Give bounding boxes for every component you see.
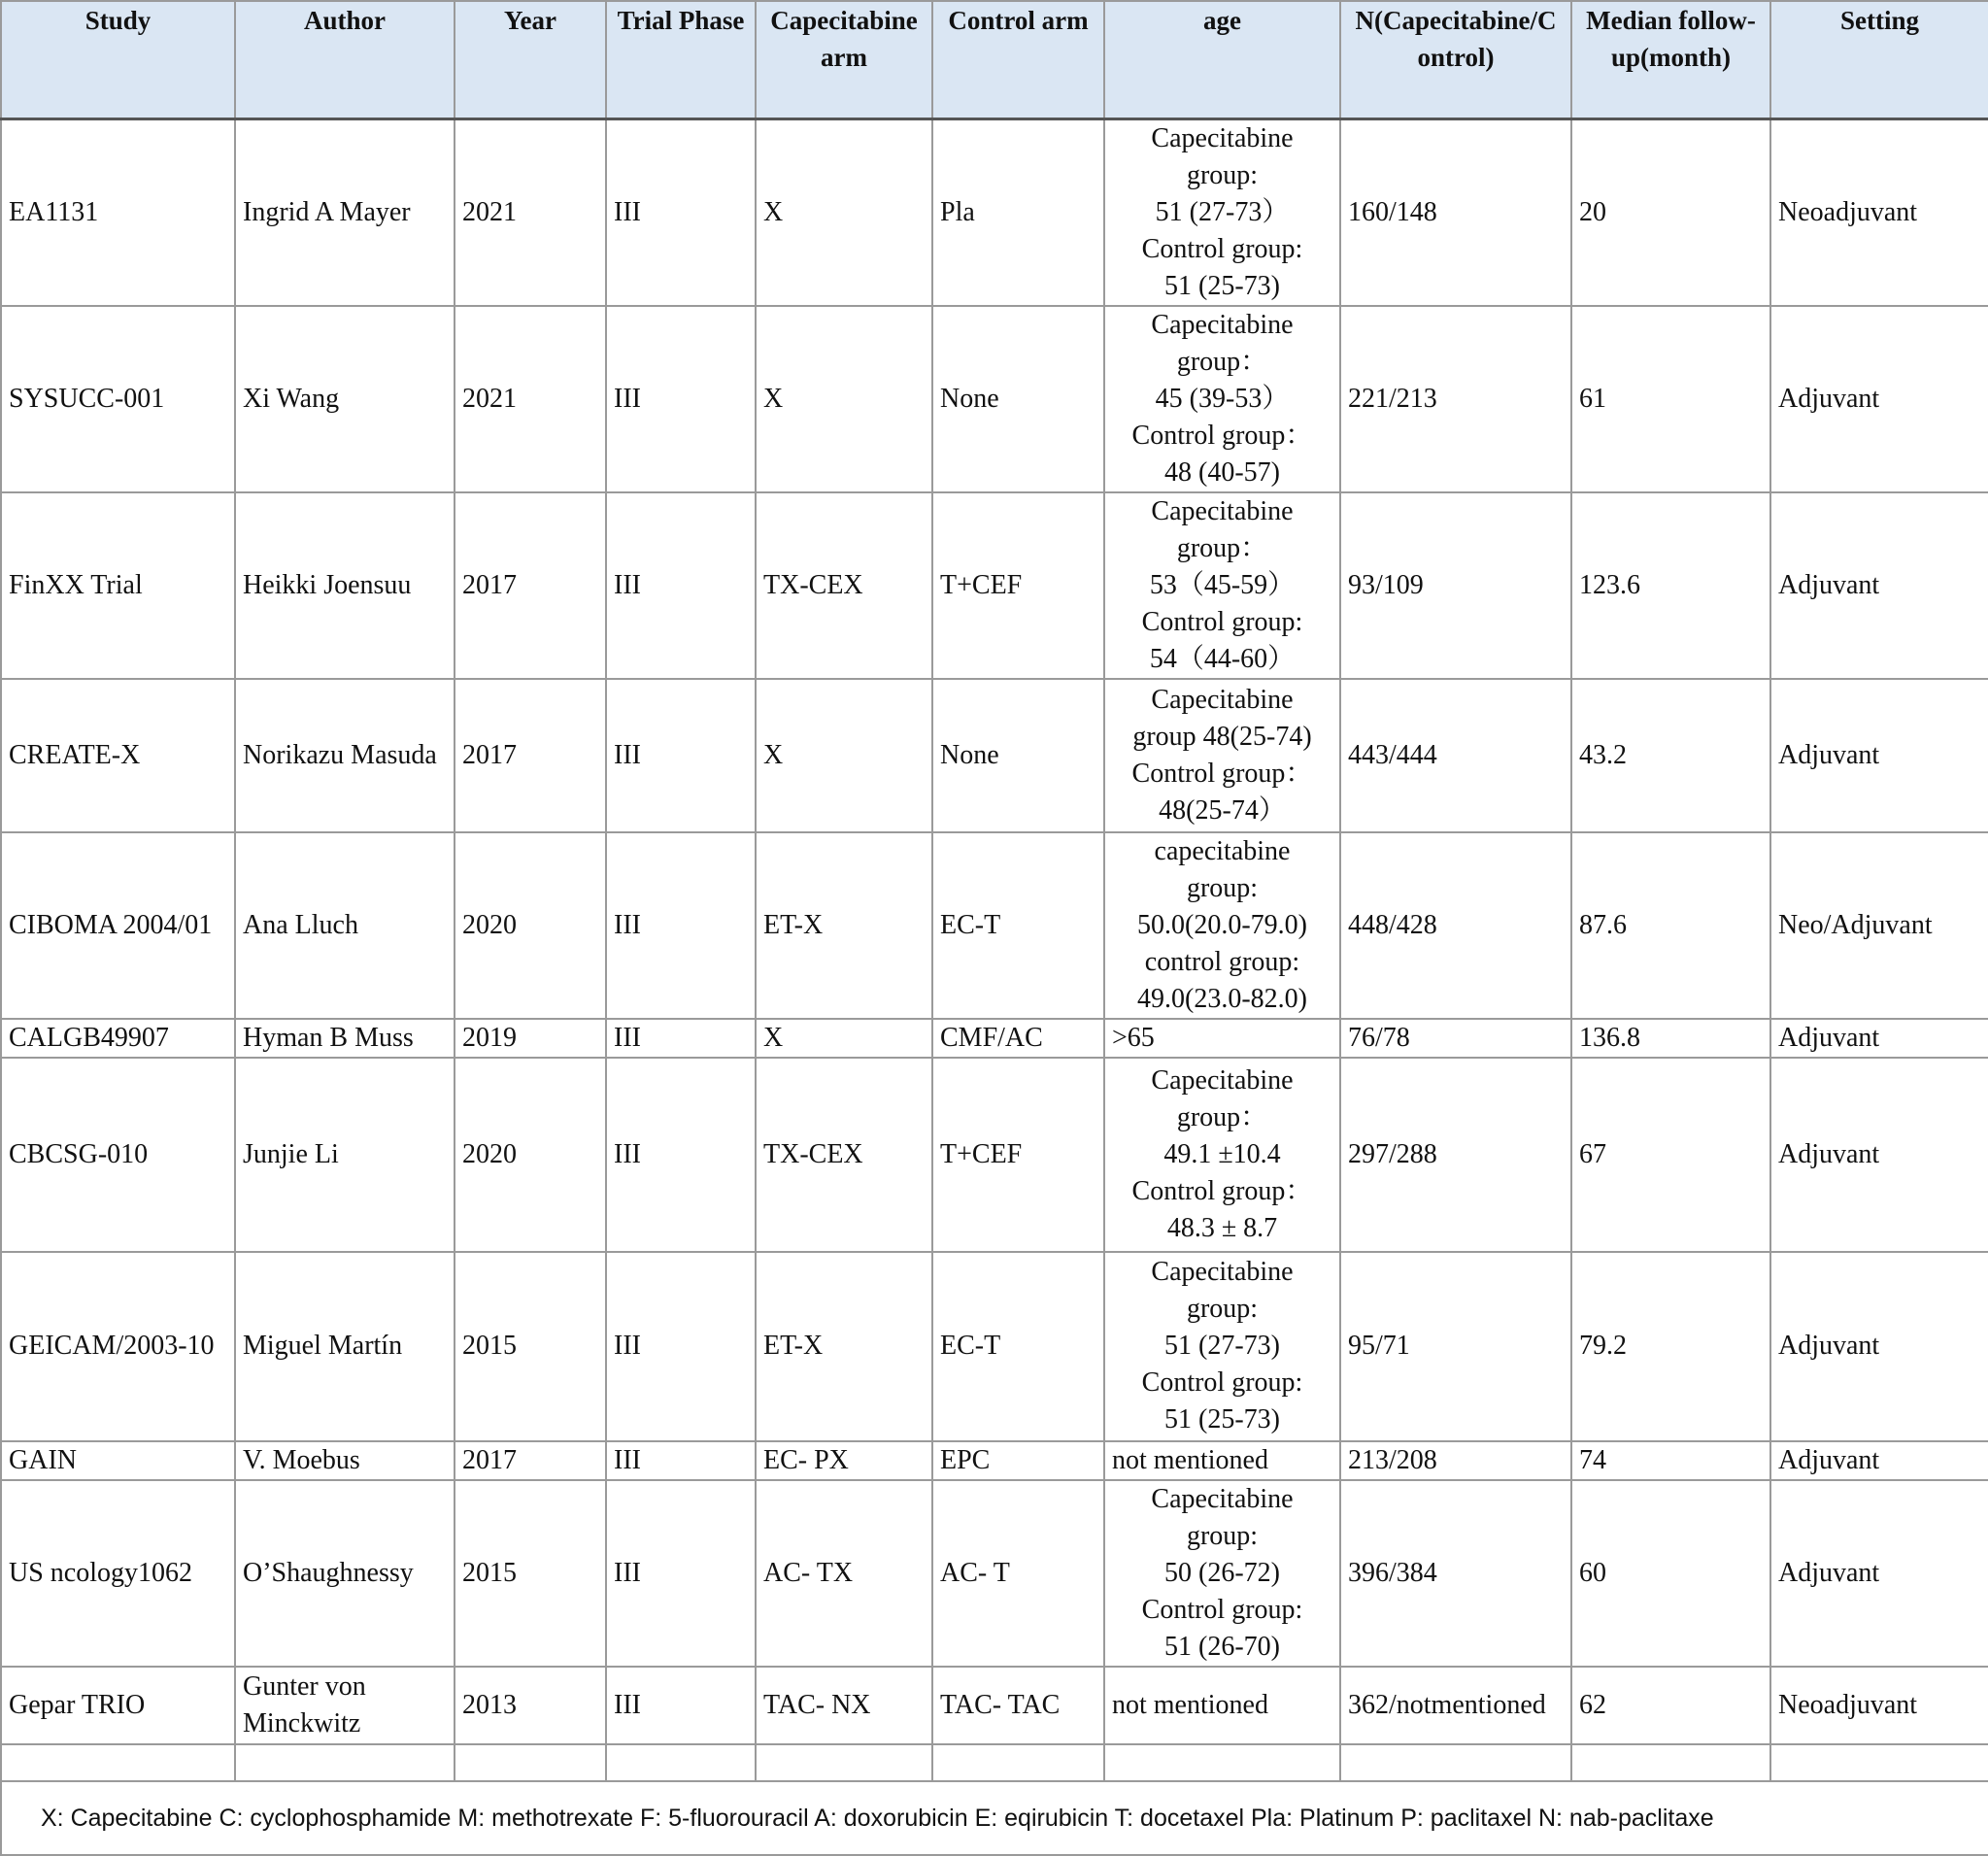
- cell-n: 93/109: [1340, 492, 1571, 679]
- table-row: [1, 679, 1988, 832]
- cell-n: 443/444: [1340, 679, 1571, 832]
- cell-author: Xi Wang: [235, 306, 455, 492]
- age-line: Control group：: [1131, 420, 1313, 451]
- cell-author: Hyman B Muss: [235, 1019, 455, 1058]
- age-line: 53（45-59）: [1149, 569, 1296, 600]
- age-line: not mentioned: [1112, 1689, 1268, 1720]
- age-line: 45 (39-53）: [1155, 383, 1290, 414]
- cell-capecitabine-arm: TAC- NX: [756, 1667, 932, 1744]
- cell-capecitabine-arm: ET-X: [756, 1252, 932, 1441]
- blank-cell: [455, 1744, 606, 1781]
- blank-cell: [1571, 1744, 1770, 1781]
- age-line: Capecitabine: [1151, 309, 1294, 340]
- cell-study: CBCSG-010: [1, 1058, 235, 1252]
- age-line: Capecitabine: [1151, 684, 1294, 715]
- table-row: [1, 1058, 1988, 1252]
- cell-control-arm: T+CEF: [932, 492, 1104, 679]
- cell-trial-phase: III: [606, 679, 756, 832]
- cell-n: 297/288: [1340, 1058, 1571, 1252]
- cell-year: 2021: [455, 306, 606, 492]
- blank-cell: [932, 1744, 1104, 1781]
- cell-setting: Neoadjuvant: [1770, 118, 1988, 306]
- header-trial-phase: Trial Phase: [606, 1, 756, 118]
- cell-n: 448/428: [1340, 832, 1571, 1019]
- blank-cell: [1104, 1744, 1340, 1781]
- cell-trial-phase: III: [606, 1058, 756, 1252]
- cell-study: CALGB49907: [1, 1019, 235, 1058]
- header-row: [1, 1, 1988, 118]
- cell-capecitabine-arm: ET-X: [756, 832, 932, 1019]
- cell-trial-phase: III: [606, 1667, 756, 1744]
- header-median-followup: Median follow-up(month): [1571, 1, 1770, 118]
- cell-study: Gepar TRIO: [1, 1667, 235, 1744]
- cell-n: 213/208: [1340, 1441, 1571, 1480]
- cell-setting: Neoadjuvant: [1770, 1667, 1988, 1744]
- cell-n: 95/71: [1340, 1252, 1571, 1441]
- cell-author: O’Shaughnessy: [235, 1480, 455, 1667]
- cell-age: [1104, 1441, 1340, 1480]
- cell-setting: Adjuvant: [1770, 1252, 1988, 1441]
- cell-setting: Adjuvant: [1770, 1441, 1988, 1480]
- age-line: Control group:: [1141, 606, 1303, 637]
- age-line: 49.0(23.0-82.0): [1137, 983, 1307, 1014]
- cell-age: [1104, 492, 1340, 679]
- cell-median-followup: 67: [1571, 1058, 1770, 1252]
- cell-author: Heikki Joensuu: [235, 492, 455, 679]
- cell-capecitabine-arm: EC- PX: [756, 1441, 932, 1480]
- cell-median-followup: 62: [1571, 1667, 1770, 1744]
- blank-cell: [1340, 1744, 1571, 1781]
- blank-cell: [235, 1744, 455, 1781]
- table-row: [1, 118, 1988, 306]
- cell-median-followup: 123.6: [1571, 492, 1770, 679]
- cell-median-followup: 79.2: [1571, 1252, 1770, 1441]
- cell-author: Gunter von Minckwitz: [235, 1667, 455, 1744]
- cell-trial-phase: III: [606, 1441, 756, 1480]
- cell-year: 2013: [455, 1667, 606, 1744]
- cell-control-arm: None: [932, 306, 1104, 492]
- cell-n: 396/384: [1340, 1480, 1571, 1667]
- table-row: [1, 1667, 1988, 1744]
- age-line: Capecitabine: [1151, 495, 1294, 526]
- blank-cell: [1, 1744, 235, 1781]
- age-line: 54（44-60）: [1149, 643, 1296, 674]
- cell-age: [1104, 1480, 1340, 1667]
- age-line: 50.0(20.0-79.0): [1137, 909, 1307, 940]
- table-row: [1, 1480, 1988, 1667]
- age-line: 51 (25-73): [1164, 1404, 1280, 1434]
- age-line: Control group：: [1131, 758, 1313, 789]
- cell-age: [1104, 1667, 1340, 1744]
- cell-capecitabine-arm: X: [756, 306, 932, 492]
- age-line: 51 (27-73): [1164, 1331, 1280, 1361]
- cell-author: Ana Lluch: [235, 832, 455, 1019]
- table-body: [1, 118, 1988, 1744]
- cell-control-arm: EC-T: [932, 1252, 1104, 1441]
- age-line: 48.3 ± 8.7: [1166, 1212, 1278, 1243]
- cell-trial-phase: III: [606, 1019, 756, 1058]
- blank-cell: [756, 1744, 932, 1781]
- cell-study: CREATE-X: [1, 679, 235, 832]
- cell-capecitabine-arm: AC- TX: [756, 1480, 932, 1667]
- cell-control-arm: T+CEF: [932, 1058, 1104, 1252]
- footnote-row: [1, 1781, 1988, 1855]
- cell-n: 76/78: [1340, 1019, 1571, 1058]
- cell-trial-phase: III: [606, 306, 756, 492]
- age-line: Control group:: [1141, 233, 1303, 264]
- cell-trial-phase: III: [606, 832, 756, 1019]
- age-line: group：: [1176, 532, 1268, 563]
- footnote-abbreviations: X: Capecitabine C: cyclophosphamide M: methotrexate F: 5-fluorouracil A: doxorubicin E: eqirubicin T: docetaxel Pla: Platinum P: paclitaxel N: nab-paclitaxe: [1, 1781, 1988, 1855]
- cell-year: 2020: [455, 1058, 606, 1252]
- cell-capecitabine-arm: X: [756, 118, 932, 306]
- cell-year: 2020: [455, 832, 606, 1019]
- cell-median-followup: 136.8: [1571, 1019, 1770, 1058]
- cell-author: V. Moebus: [235, 1441, 455, 1480]
- age-line: Control group:: [1141, 1367, 1303, 1398]
- cell-control-arm: AC- T: [932, 1480, 1104, 1667]
- cell-age: [1104, 679, 1340, 832]
- table-row: [1, 1252, 1988, 1441]
- cell-setting: Adjuvant: [1770, 306, 1988, 492]
- cell-author: Miguel Martín: [235, 1252, 455, 1441]
- header-study: Study: [1, 1, 235, 118]
- table-row: [1, 1019, 1988, 1058]
- cell-year: 2017: [455, 492, 606, 679]
- cell-control-arm: EC-T: [932, 832, 1104, 1019]
- cell-capecitabine-arm: TX-CEX: [756, 492, 932, 679]
- cell-year: 2021: [455, 118, 606, 306]
- cell-study: EA1131: [1, 118, 235, 306]
- cell-capecitabine-arm: X: [756, 679, 932, 832]
- age-line: >65: [1112, 1022, 1155, 1053]
- cell-setting: Adjuvant: [1770, 679, 1988, 832]
- cell-age: [1104, 1252, 1340, 1441]
- cell-study: FinXX Trial: [1, 492, 235, 679]
- cell-control-arm: None: [932, 679, 1104, 832]
- table-row: [1, 492, 1988, 679]
- age-line: 48 (40-57): [1164, 456, 1280, 488]
- age-line: Control group:: [1141, 1594, 1303, 1625]
- age-line: Capecitabine: [1151, 1064, 1294, 1096]
- cell-study: SYSUCC-001: [1, 306, 235, 492]
- age-line: 50 (26-72): [1164, 1557, 1280, 1588]
- cell-age: [1104, 1058, 1340, 1252]
- age-line: 51 (27-73）: [1155, 196, 1290, 227]
- age-line: 51 (26-70): [1164, 1631, 1280, 1662]
- cell-year: 2015: [455, 1252, 606, 1441]
- cell-median-followup: 43.2: [1571, 679, 1770, 832]
- cell-year: 2015: [455, 1480, 606, 1667]
- age-line: Capecitabine: [1151, 122, 1294, 153]
- blank-cell: [606, 1744, 756, 1781]
- age-line: group:: [1186, 1294, 1259, 1324]
- header-setting: Setting: [1770, 1, 1988, 118]
- cell-median-followup: 87.6: [1571, 832, 1770, 1019]
- age-line: group:: [1186, 872, 1259, 903]
- cell-study: GEICAM/2003-10: [1, 1252, 235, 1441]
- age-line: 49.1 ±10.4: [1163, 1138, 1281, 1169]
- age-line: Control group：: [1131, 1175, 1313, 1206]
- cell-year: 2019: [455, 1019, 606, 1058]
- cell-study: US ncology1062: [1, 1480, 235, 1667]
- cell-study: CIBOMA 2004/01: [1, 832, 235, 1019]
- age-line: group:: [1186, 1520, 1259, 1551]
- age-line: not mentioned: [1112, 1444, 1268, 1475]
- header-control-arm: Control arm: [932, 1, 1104, 118]
- cell-median-followup: 61: [1571, 306, 1770, 492]
- cell-study: GAIN: [1, 1441, 235, 1480]
- table-row: [1, 832, 1988, 1019]
- cell-year: 2017: [455, 679, 606, 832]
- cell-age: [1104, 118, 1340, 306]
- age-line: 51 (25-73): [1164, 270, 1280, 301]
- cell-age: [1104, 306, 1340, 492]
- cell-median-followup: 74: [1571, 1441, 1770, 1480]
- cell-age: [1104, 1019, 1340, 1058]
- table-row: [1, 1441, 1988, 1480]
- cell-n: 160/148: [1340, 118, 1571, 306]
- age-line: group：: [1176, 1101, 1268, 1132]
- header-author: Author: [235, 1, 455, 118]
- cell-trial-phase: III: [606, 118, 756, 306]
- cell-n: 362/notmentioned: [1340, 1667, 1571, 1744]
- cell-n: 221/213: [1340, 306, 1571, 492]
- cell-setting: Adjuvant: [1770, 1058, 1988, 1252]
- cell-control-arm: TAC- TAC: [932, 1667, 1104, 1744]
- cell-capecitabine-arm: TX-CEX: [756, 1058, 932, 1252]
- cell-author: Ingrid A Mayer: [235, 118, 455, 306]
- cell-trial-phase: III: [606, 492, 756, 679]
- age-line: capecitabine: [1154, 835, 1291, 866]
- header-year: Year: [455, 1, 606, 118]
- cell-setting: Adjuvant: [1770, 1480, 1988, 1667]
- cell-setting: Adjuvant: [1770, 1019, 1988, 1058]
- blank-cell: [1770, 1744, 1988, 1781]
- age-line: group 48(25-74): [1132, 721, 1312, 752]
- cell-median-followup: 20: [1571, 118, 1770, 306]
- table-row: [1, 306, 1988, 492]
- header-n: N(Capecitabine/C ontrol): [1340, 1, 1571, 118]
- age-line: Capecitabine: [1151, 1257, 1294, 1287]
- cell-control-arm: Pla: [932, 118, 1104, 306]
- cell-control-arm: EPC: [932, 1441, 1104, 1480]
- cell-trial-phase: III: [606, 1480, 756, 1667]
- cell-year: 2017: [455, 1441, 606, 1480]
- header-capecitabine-arm: Capecitabine arm: [756, 1, 932, 118]
- age-line: Capecitabine: [1151, 1483, 1294, 1514]
- age-line: control group:: [1144, 946, 1300, 977]
- age-line: group:: [1186, 159, 1259, 190]
- cell-setting: Adjuvant: [1770, 492, 1988, 679]
- cell-setting: Neo/Adjuvant: [1770, 832, 1988, 1019]
- cell-age: [1104, 832, 1340, 1019]
- age-line: 48(25-74）: [1159, 794, 1286, 826]
- cell-capecitabine-arm: X: [756, 1019, 932, 1058]
- header-age: age: [1104, 1, 1340, 118]
- cell-trial-phase: III: [606, 1252, 756, 1441]
- age-line: group：: [1176, 346, 1268, 377]
- cell-author: Norikazu Masuda: [235, 679, 455, 832]
- cell-author: Junjie Li: [235, 1058, 455, 1252]
- cell-control-arm: CMF/AC: [932, 1019, 1104, 1058]
- blank-row: [1, 1744, 1988, 1781]
- cell-median-followup: 60: [1571, 1480, 1770, 1667]
